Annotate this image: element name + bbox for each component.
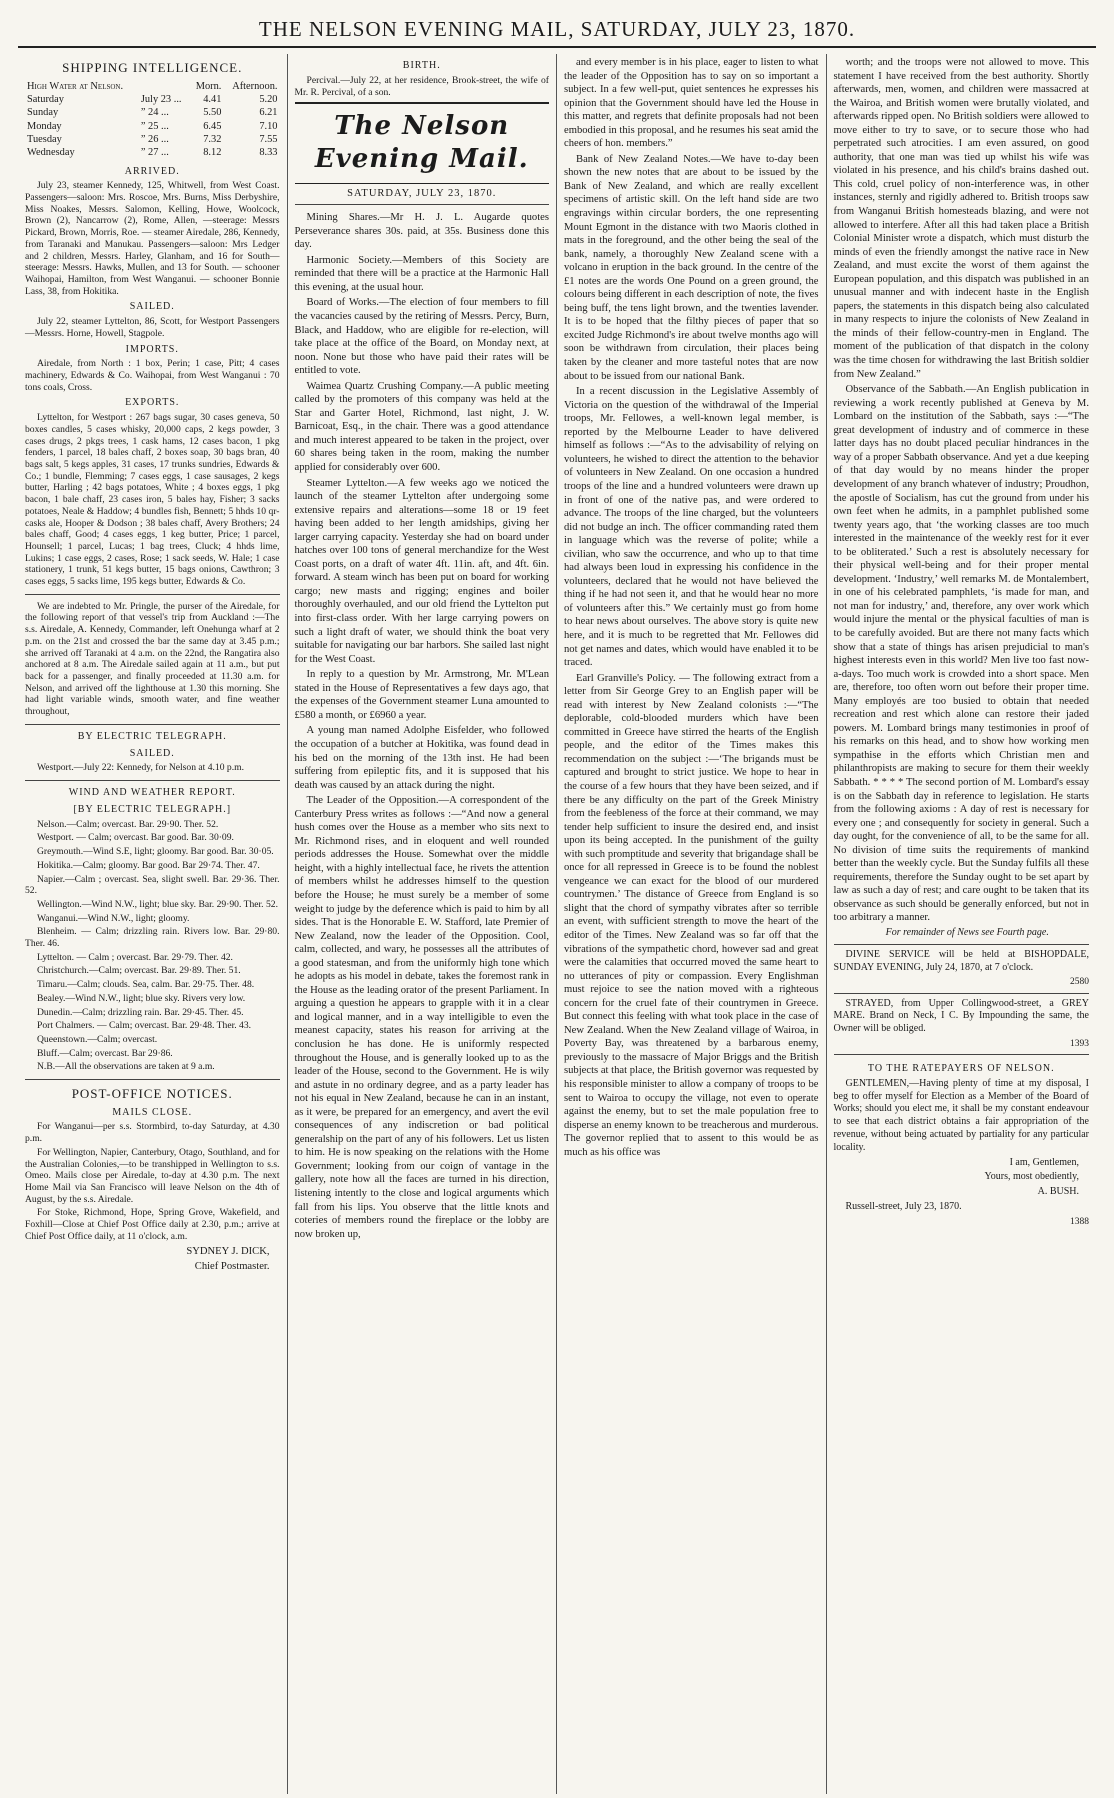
weather-line: Timaru.—Calm; clouds. Sea, calm. Bar. 29·75. Ther. 48.: [37, 979, 255, 991]
advert-text: DIVINE SERVICE will be held at BISHOPDALE, SUNDAY EVENING, July 24, 1870, at 7 o'clock.: [833, 948, 1089, 973]
masthead: THE NELSON EVENING MAIL, SATURDAY, JULY 23, 1870.: [18, 14, 1096, 48]
advert-strayed: [834, 993, 1090, 1051]
advert-address: Russell-street, July 23, 1870.: [845, 1201, 962, 1213]
tide-table: [25, 80, 280, 160]
mails-text-2: For Wellington, Napier, Canterbury, Otago, Southland, and for the Australian Colonies,—to be transhipped in Wellington to s.s. Omeo. Mails close per Airedale, to-day at 4.30 p.m. The next Home Mail via San Francisco will leave Nelson on the 4th of August, by the s.s. Airedale.: [25, 1146, 280, 1205]
postmaster-name: SYDNEY J. DICK,: [186, 1245, 270, 1257]
paper-title: The Nelson Evening Mail.: [295, 102, 550, 184]
article: Steamer Lyttelton.—A few weeks ago we noticed the launch of the steamer Lyttelton after undergoing some extensive repairs and alterations—some 18 or 19 feet having been added to her length amidships, giving her larger carrying capacity. Yesterday she had on board under hatches over 100 tons of general merchandize for the West Coast ports, on a draft of water 4ft. 11in. aft, and 4ft. 6in. forward. A steam winch has been put on board for working cargo; new masts and rigging; engines and boiler thoroughly overhauled, and our old friend the Lyttelton put into first-class order. With her large carrying powers on such a light draft of water, we should think the boat very suitable for navigating our bar harbors. She sailed last night for the West Coast.: [294, 477, 549, 665]
article: The Leader of the Opposition.—A correspondent of the Canterbury Press writes as follows :—“And now a general hush comes over the House as a member who sits next to Mr. Richmond rises, and in eloquent and well rounded periods addresses the House. Somewhat over the middle height, with a highly intellectual face, he rivets the attention of members whilst he addresses himself to the question before the House; he must surely be a member of some weight to judge by the deference which is paid to him by all sides. That is the Honorable E. W. Stafford, late Premier of New Zealand, now the leader of the Opposition. Cool, calm, collected, and wary, he possesses all the attributes of a good statesman, and from the uniformly high tone which he adopts as his model in debate, takes the foremost rank in the House as the leading orator of the present Parliament. In arguing a question he appears to grapple with it in a clear and logical manner, and in a way intelligible to even the meanest capacity, states his reason for arriving at the conclusion he has done. He is uniformly respected throughout the House, and is generally looked up to as the leader of the House, second to the Government. He is wily and astute in no ordinary degree, and as a party leader has not his equal in New Zealand, because he can in an instant, as it were, be prepared for an emergency, and avert the evil consequences of any indiscretion or bad political generalship on the part of any of his followers. Let us listen to him. He is now speaking on the relations with the Home Government; looking from our coign of vantage in the gallery, note how all the faces are turned in his direction, listening intently to the close and logical arguments which fall from his lips. You observe that the little knots and coteries of members round the fireplace or the lobby are now broken up,: [294, 795, 549, 1240]
remainder-note: For remainder of News see Fourth page.: [885, 927, 1049, 938]
advert-number: 2580: [1070, 977, 1089, 988]
weather-line: Napier.—Calm ; overcast. Sea, slight swell. Bar. 29·36. Ther. 52.: [25, 873, 280, 897]
advert-text: STRAYED, from Upper Collingwood-street, a GREY MARE. Brand on Neck, I C. By Impounding the same, the Owner will be obliged.: [833, 997, 1089, 1035]
mails-text-3: For Stoke, Richmond, Hope, Spring Grove, Wakefield, and Foxhill—Close at Chief Post Office daily at 2.30, p.m.; arrive at Chief Post Office daily, at 11 o'clock, a.m.: [25, 1207, 280, 1242]
shipping-heading: SHIPPING INTELLIGENCE.: [62, 60, 243, 75]
weather-line: Christchurch.—Calm; overcast. Bar. 29·89. Ther. 51.: [37, 965, 241, 977]
post-office-heading: POST-OFFICE NOTICES.: [71, 1086, 233, 1102]
weather-line: Port Chalmers. — Calm; overcast. Bar. 29·48. Ther. 43.: [37, 1020, 252, 1032]
article: worth; and the troops were not allowed to move. This statement I have received from the best authority. Shortly afterwards, men, women, and children were massacred at the Wairoa, and British women were brutally violated, and afterwards ripped open. No British soldiers were allowed to move either to try to save, or to secure those who had perpetrated such atrocities. I am even assured, on good authority, that one man was tied up whilst his wife was violated in his presence, and his child's brains dashed out. This cold, cruel policy of non-interference was, in other instances, sternly and rigidly adhered to. British troops saw from Wanganui British homesteads blazing, and were not allowed to interfere. After all this had taken place a British Colonial Minister wrote a dispatch, which must disturb the minds of even the friendly amongst the native race in New Zealand, and must excite the worst of them against the European population, and this dispatch was published in an unusual manner and with indecent haste in the English papers, the statements in this dispatch being also calculated in many respects to injure the colonists of New Zealand in the minds of their fellow-country-men in England. The moment of the publication of that dispatch in the colony was the time chosen for withdrawing the last British soldier from New Zealand.”: [833, 57, 1089, 380]
divider: [25, 1079, 280, 1080]
column-2: [288, 54, 558, 1794]
article: Harmonic Society.—Members of this Society are reminded that there will be a practice at the Harmonic Hall this evening, at the usual hour.: [294, 254, 549, 293]
table-row: Wednesday ” 27 ... 8.12 8.33: [27, 147, 278, 159]
article: In reply to a question by Mr. Armstrong, Mr. M'Lean stated in the House of Representatives a few days ago, that the expenses of the Government steamer Luna amounted to £580 a month, or £6960 a year.: [294, 669, 549, 721]
tide-header-place: High Water at Nelson.: [27, 80, 124, 92]
arrived-text: July 23, steamer Kennedy, 125, Whitwell, from West Coast. Passengers—saloon: Mrs. Roscoe, Mrs. Burns, Miss Derbyshire, Miss Noakes, Messrs. Salomon, Kelling, Howe, Woolcock, Brown (2), Nancarrow (2), Rome, Allen, —steerage: Messrs Pickard, Brown, Morris, Roe. — steamer Airedale, 286, Kennedy, from Taranaki and Manukau. Passengers—saloon: Mrs Ledger and 2 children, Messrs. Harley, Glanham, and 16 for South—steerage: Messrs. Hawks, Mullen, and 13 for South. — schooner Waihopai, Hamilton, from West Wanganui. — schooner Bonnie Lass, 38, from Hokitika.: [25, 180, 280, 297]
table-row: Saturday July 23 ... 4.41 5.20: [27, 93, 278, 105]
column-1: [18, 54, 288, 1794]
advert-ratepayers: [834, 1054, 1090, 1228]
advert-number: 1393: [1070, 1038, 1089, 1049]
divider: [25, 724, 280, 725]
article: In a recent discussion in the Legislative Assembly of Victoria on the question of the withdrawal of the Imperial troops, Mr. Fellowes, a well-known legal member, is reported by the Melbourne Leader to have delivered himself as follows :—“As to the advisability of relying on volunteers, he wished to direct the attention to the behavior of volunteers in New Zealand. On one occasion a hundred troops of the line and a hundred volunteers were drawn up in front of one of the native pas, and were ordered to advance. The troops of the line charged, but the volunteers did not budge an inch. The officer commanding rated them in language which was the reverse of polite; while a civilian, who saw the occurrence, and who up to that time had always been loud in expressing his confidence in the volunteers, declared that he would not have believed the thing if he had not seen it, and that he would hear no more of volunteers after this.” We certainly must go from home to hear news about ourselves. The above story is quite new here, and it is much to be regretted that Mr. Fellowes did not get names and dates, which would have enabled it to be traced.: [564, 386, 819, 669]
imports-text: Airedale, from North : 1 box, Perin; 1 case, Pitt; 4 cases machinery, Edwards & Co. Waihopai, from West Wanganui : 70 tons coals, Cross.: [25, 358, 280, 393]
table-row: Sunday ” 24 ... 5.50 6.21: [27, 107, 278, 119]
birth-heading: BIRTH.: [402, 60, 441, 71]
advert-close: I am, Gentlemen,: [1009, 1156, 1079, 1168]
postmaster-title: Chief Postmaster.: [194, 1261, 270, 1273]
birth-notice: Percival.—July 22, at her residence, Brook-street, the wife of Mr. R. Percival, of a son.: [294, 74, 549, 98]
weather-note: N.B.—All the observations are taken at 9 a.m.: [37, 1061, 215, 1073]
article: Board of Works.—The election of four members to fill the vacancies caused by the retiring of Messrs. Percy, Burn, Black, and Haddow, who are eligible for re-election, will take place at the office of the Board, on Monday next, at noon. None but those who have paid their rates will be entitled to vote.: [294, 297, 549, 377]
telegraph-heading: BY ELECTRIC TELEGRAPH.: [77, 730, 227, 742]
weather-line: Bluff.—Calm; overcast. Bar 29·86.: [37, 1047, 173, 1059]
table-row: Monday ” 25 ... 6.45 7.10: [27, 120, 278, 132]
tide-header-afternoon: Afternoon.: [232, 80, 278, 92]
paper-date: SATURDAY, JULY 23, 1870.: [295, 187, 550, 205]
article: Observance of the Sabbath.—An English publication in reviewing a work recently published at Geneva by M. Lombard on the institution of the Sabbath, says :—“The great development of industry and of commerce in these latter days has no doubt placed peculiar hindrances in the way of a proper Sabbath observance. And yet a due keeping of that day would by no means hinder the proper development of any branch whatever of industry; Proudhon, the apostle of Socialism, has cut the ground from under his own feet when he admits, in a pamphlet published some twenty years ago, that ‘the working classes are too much interested in the maintenance of the weekly rest for it ever to be obliterated.’ Such a rest is absolutely necessary for their physical well-being and for their proper mental development. ‘Industry,’ well remarks M. de Montalembert, in one of his celebrated pamphlets, ‘is made for man, and not man for industry,’ and, therefore, any over work which would injure the mental or the physical faculties of man is to be carefully avoided. But are there not many facts which show that a state of things has arisen prejudicial to man's highest interests even in this world? Men live too fast now-a-days. Too much work is crowded into a short space. Men are, therefore, too often worn out before their proper time. Many employés are too busied to obtain that needed recreation and rest which alone can restore their jaded powers. M. Lombard brings many testimonies in proof of his remarks on this head, and to show how working men sympathise in the efforts which Christian men and philanthropists are making to secure for them their weekly Sabbath. * * * * The second portion of M. Lombard's essay is on the Sabbath day in reference to legislation. He starts from the following axioms : A day of rest is necessary for every one ; and consequently for society in general. Such a day ought, for the convenience of all, to be the same for all. No division of time suits the requirements of mankind better than the weekly cycle. But the Sunday fulfils all these requirements, therefore the Sunday ought to be set apart by law as such a day of rest; and care ought to be taken that its observance as such should be generally enforced, but not in too arbitrary a manner.: [833, 384, 1089, 924]
weather-subheading: [BY ELECTRIC TELEGRAPH.]: [73, 803, 232, 815]
weather-heading: WIND AND WEATHER REPORT.: [68, 787, 236, 799]
advert-yours: Yours, most obediently,: [984, 1171, 1079, 1183]
column-4: [827, 54, 1097, 1794]
article: Mining Shares.—Mr H. J. L. Augarde quotes Perseverance shares 30s. paid, at 35s. Business done this day.: [294, 212, 549, 251]
sailed-heading: SAILED.: [129, 301, 175, 313]
weather-line: Blenheim. — Calm; drizzling rain. Rivers low. Bar. 29·80. Ther. 46.: [25, 926, 280, 950]
weather-line: Bealey.—Wind N.W., light; blue sky. Rivers very low.: [37, 992, 246, 1004]
weather-line: Wellington.—Wind N.W., light; blue sky. Bar. 29·90. Ther. 52.: [37, 898, 278, 910]
weather-line: Wanganui.—Wind N.W., light; gloomy.: [37, 912, 190, 924]
divider: [25, 780, 280, 781]
article: and every member is in his place, eager to listen to what the leader of the Opposition has to say on so important a subject. In a few well-put, quiet sentences he expresses his opinion that the Government should have led the House in this matter, and regrets that definite proposals had not been embodied in this proposal, and he resumes his seat amid the cheers of hon. members.”: [564, 57, 819, 150]
article: Waimea Quartz Crushing Company.—A public meeting called by the promoters of this company was held at the Star and Garter Hotel, Richmond, last night, J. W. Barnicoat, Esq., in the chair. There was a good attendance and much interest appeared to be taken in the project, over 60 shares being taken in the room, making the number applied for considerably over 600.: [294, 380, 549, 474]
article: Bank of New Zealand Notes.—We have to-day been shown the new notes that are about to be issued by the Bank of New Zealand, and which are really excellent specimens of artistic skill. On the left hand side are two engravings within circular borders, the one representing Mount Egmont in the distance with two Maoris clothed in mats in the foreground, and the other being the seal of the bank, namely, a thoroughly New Zealand scene with a volcano in eruption in the back ground. In the centre of the £1 notes are the words One Pound on a green ground, the colours being different in each description of note, the fives being buff, the tens light brown, and the twenties lavender. It is to be hoped that the filthy pieces of paper that so excited Judge Richmond's ire about twelve months ago will soon be withdrawn from circulation, their places being taken by the cleaner and more tasteful notes that are now about to be issued from our national Bank.: [564, 153, 819, 382]
exports-heading: EXPORTS.: [125, 397, 180, 409]
table-row: Tuesday ” 26 ... 7.32 7.55: [27, 133, 278, 145]
mails-close-heading: MAILS CLOSE.: [112, 1106, 193, 1118]
sailed2-heading: SAILED.: [129, 747, 175, 759]
exports-text: Lyttelton, for Westport : 267 bags sugar, 30 cases geneva, 50 boxes candles, 5 cases whisky, 20,000 caps, 2 kegs powder, 3 cases drugs, 2 pkgs trees, 1 cask hams, 12 cases bacon, 1 pkg fenders, 1 parcel, 18 bales chaff, 2 boxes soap, 30 bags bran, 40 bags salt, 5 kegs apples, 31 cases, 17 trunks sundries, Edwards & Co.; 1 bundle, Flemming; 7 cases eggs, 1 case sausages, 2 kegs butter, Harling ; 42 bags potatoes, White ; 4 boxes eggs, 1 pkg bacon, 1 bale chaff, 23 cases iron, 5 bales hay, Fisher; 3 sacks potatoes, Neale & Haddow; 4 bundles fish, Bennett; 5 hhds 10 qr-casks ale, Hooper & Dodson ; 38 bales chaff, Avery Brothers; 24 bales chaff, Good; 4 cases eggs, 1 keg butter, Price; 1 parcel, Hounsell; 1 parcel, Lucas; 1 bag trees, Cluck; 4 hhds lime, Lukins; 1 case eggs, 2 cases, Rose; 1 sack seeds, W. Hale; 1 case stationery, 1 trunk, 51 kegs butter, 15 bags onions, Cawthron; 3 cases eggs, 5 sacks lime, 195 kegs butter, Edwards & Co.: [25, 412, 280, 588]
advert-text: GENTLEMEN,—Having plenty of time at my disposal, I beg to offer myself for Election as a Member of the Board of Works; should you elect me, it shall be my constant endeavour to see that each district obtains a fair appropriation of the revenue, without being actuated by partiality for any particular locality.: [833, 1077, 1089, 1153]
imports-heading: IMPORTS.: [125, 343, 179, 355]
weather-line: Queenstown.—Calm; overcast.: [37, 1033, 158, 1045]
tide-header-morn: Morn.: [195, 80, 222, 92]
weather-line: Lyttelton. — Calm ; overcast. Bar. 29·79. Ther. 42.: [37, 951, 233, 963]
weather-line: Dunedin.—Calm; drizzling rain. Bar. 29·45. Ther. 45.: [37, 1006, 244, 1018]
article: A young man named Adolphe Eisfelder, who followed the occupation of a butcher at Hokitika, was found dead in his bed on the morning of the 13th inst. He had been suffering from epileptic fits, and it is supposed that his death was caused by an attack during the night.: [294, 725, 549, 791]
pringle-report: We are indebted to Mr. Pringle, the purser of the Airedale, for the following report of that vessel's trip from Auckland :—The s.s. Airedale, A. Kennedy, Commander, left Onehunga wharf at 2 p.m. on the 21st and crossed the bar the same day at 3.45 p.m.; she arrived off Taranaki at 4 a.m. on the 22nd, the Rangatira also anchored at 8 a.m. The Airedale sailed again at 11 a.m., but put back for a passenger, and finally proceeded at 11.30 a.m. for Nelson, and arrived off the lighthouse at 1.30 this morning. She had light variable winds, smooth water, and fine weather throughout,: [25, 600, 280, 718]
weather-line: Westport. — Calm; overcast. Bar good. Bar. 30·09.: [37, 832, 234, 844]
divider: [25, 594, 280, 595]
weather-line: Hokitika.—Calm; gloomy. Bar good. Bar 29·74. Ther. 47.: [37, 859, 260, 871]
sailed-text: July 22, steamer Lyttelton, 86, Scott, for Westport Passengers—Messrs. Horne, Howell, Stagpole.: [25, 316, 280, 339]
westport-text: Westport.—July 22: Kennedy, for Nelson at 4.10 p.m.: [37, 762, 244, 774]
advert-number: 1388: [1070, 1216, 1089, 1227]
ratepayers-heading: TO THE RATEPAYERS OF NELSON.: [867, 1063, 1055, 1075]
column-3: [557, 54, 827, 1794]
weather-line: Nelson.—Calm; overcast. Bar. 29·90. Ther. 52.: [37, 818, 219, 830]
advert-signature: A. BUSH.: [1037, 1186, 1079, 1198]
advert-divine-service: [834, 944, 1090, 989]
mails-text-1: For Wanganui—per s.s. Stormbird, to-day Saturday, at 4.30 p.m.: [25, 1121, 280, 1145]
weather-line: Greymouth.—Wind S.E, light; gloomy. Bar good. Bar. 30·05.: [37, 846, 274, 858]
article: Earl Granville's Policy. — The following extract from a letter from Sir George Grey to an English paper will be read with interest by New Zealand colonists :—“The deplorable, cold-blooded murders which have been committed in Greece have stirred the hearts of the English people, and the editor of the Times makes this recommendation on the subject :—‘The brigands must be captured and brought to strict justice. We hope to hear in the course of a few hours that they have been seized, and if there be any difficulty on the part of the Greek Ministry from the feebleness of the force at their command, we may tender help sufficient to insure the desired end, and insist upon its being accepted. In the punishment of the guilty with such promptitude and severity that brigandage shall be once for all repressed in Greece is to be found the noblest vengeance we can exact for the blood of our murdered countrymen.’ The distance of Greece from England is so slight that the chord of sympathy vibrates after so terrible an event, with sufficient strength to move the heart of the editor of the Times. New Zealand was so far off that the vibrations of the sympathetic chord, however sad and great were the calamities that occurred moved the same heart to no utterances of pity or compassion. Every Englishman must rejoice to see the nation moved with a righteous concern for the cruel fate of their countrymen in Greece. But connect this feeling with what took place in the case of New Zealand. When the New Zealand village of Wairoa, in Poverty Bay, was threatened by a barbarous enemy, previously to the massacre of Major Briggs and the British subjects at that place, the British governor was requested by his responsible minister to allow a company of troops to be sent to Wairoa to occupy the village, not even to operate against the enemy, but to set the male population free to disperse an enemy known to be treacherous and murderous. The governor replied that to assent to this would be as much as his office was: [564, 672, 819, 1158]
arrived-heading: ARRIVED.: [124, 165, 180, 177]
